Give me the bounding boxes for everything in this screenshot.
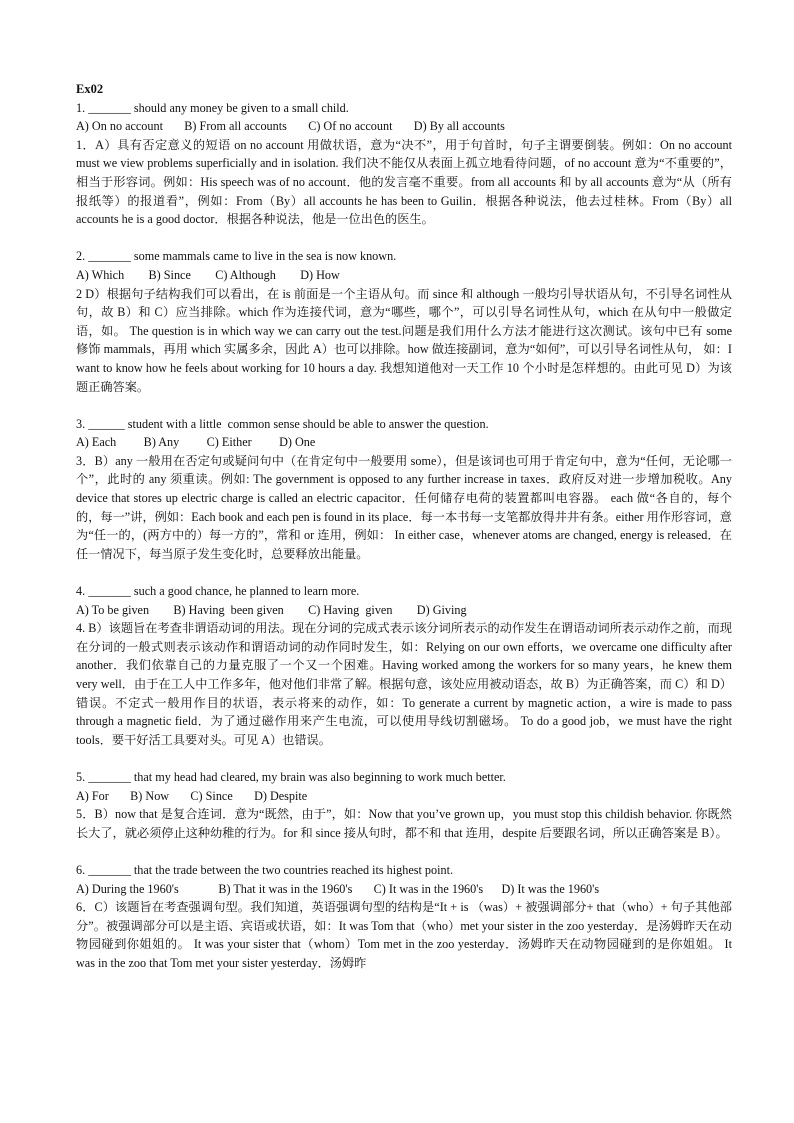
question-block-6	[76, 861, 732, 973]
question-block-5	[76, 768, 732, 842]
answer-explanation: 3．B）any 一般用在否定句或疑问句中（在肯定句中一般要用 some），但是该词也可用于肯定句中，意为“任何，无论哪一个”，此时的 any 须重读。例如: The government is opposed to any further increase in taxes．政府反对进一步增加税收。Any device that stores up electric charge is called an electric capacitor．任何储存电荷的装置都叫电容器。 each 做“各自的，每个的，每一”讲，例如：Each book and each pen is found in its place．每一本书每一支笔都放得井井有条。either 用作形容词，意为“任一的，(两方中的）每一方的”，常和 or 连用，例如： In either case，whenever atoms are changed, energy is released．在任一情况下，每当原子发生变化时，总要释放出能量。	[76, 453, 732, 561]
answer-options: A) Each B) Any C) Either D) One	[76, 435, 316, 450]
question-block-3	[76, 415, 732, 564]
answer-options: A) For B) Now C) Since D) Despite	[76, 788, 308, 803]
answer-options: A) During the 1960's B) That it was in the 1960's C) It was in the 1960's D) It was the 1960's	[76, 881, 600, 896]
answer-options: A) Which B) Since C) Although D) How	[76, 267, 340, 282]
document-page	[76, 80, 732, 973]
answer-explanation: 4. B）该题旨在考查非谓语动词的用法。现在分词的完成式表示该分词所表示的动作发生在谓语动词所表示动作之前，而现在分词的一般式则表示该动作和谓语动词的动作同时发生，如：Relying on our own efforts，we overcame one difficulty after another．我们依靠自己的力量克服了一个又一个困难。Having worked among the workers for so many years，he knew them very well．由于在工人中工作多年，他对他们非常了解。根据句意，该处应用被动语态，故 B）为正确答案，而 C）和 D）错误。不定式一般用作目的状语，表示将来的动作，如：To generate a current by magnetic action，a wire is made to pass through a magnetic field．为了通过磁作用来产生电流，可以使用导线切割磁场。 To do a good job，we must have the right tools．要干好活工具要对头。可见 A）也错误。	[76, 621, 732, 747]
answer-explanation: 1．A）具有否定意义的短语 on no account 用做状语，意为“决不”，用于句首时，句子主谓要倒装。例如：On no account must we view problems superficially and in isolation. 我们决不能仅从表面上孤立地看待问题，of no account 意为“不重要的”，相当于形容词。例如：His speech was of no account．他的发言毫不重要。from all accounts 和 by all accounts 意为“从（所有报纸等）的报道看”，例如：From（By）all accounts he has been to Guilin．根据各种说法，他去过桂林。From（By）all accounts he is a good doctor．根据各种说法，他是一位出色的医生。	[76, 137, 732, 227]
question-stem: 4. _______ such a good chance, he planned to learn more.	[76, 584, 360, 599]
answer-explanation: 6．C）该题旨在考查强调句型。我们知道，英语强调句型的结构是“It + is （was）+ 被强调部分+ that（who）+ 句子其他部分”。被强调部分可以是主语、宾语或状语，如：It was Tom that（who）met your sister in the zoo yesterday．是汤姆昨天在动物园碰到你姐姐的。 It was your sister that（whom）Tom met in the zoo yesterday．汤姆昨天在动物园碰到的是你姐姐。 It was in the zoo that Tom met your sister yesterday．汤姆昨	[76, 900, 732, 970]
exercise-title: Ex02	[76, 82, 104, 96]
question-stem: 1. _______ should any money be given to a small child.	[76, 100, 349, 115]
question-block-4	[76, 582, 732, 749]
answer-options: A) On no account B) From all accounts C) Of no account D) By all accounts	[76, 119, 505, 134]
answer-explanation: 5．B）now that 是复合连词．意为“既然，由于”，如：Now that you’ve grown up，you must stop this childish behavior. 你既然长大了，就必须停止这种幼稚的行为。for 和 since 接从句时，都不和 that 连用，despite 后要跟名词，所以正确答案是 B）。	[76, 807, 732, 840]
answer-explanation: 2 D）根据句子结构我们可以看出，在 is 前面是一个主语从句。而 since 和 although 一般均引导状语从句，不引导名词性从句，故 B）和 C）应当排除。which 作为连接代词，意为“哪些，哪个”，可以引导名词性从句，which 在从句中一般做定语，如。 The question is in which way we can carry out the test.问题是我们用什么方法才能进行这次测试。该句中已有 some 修饰 mammals，再用 which 实属多余，因此 A）也可以排除。how 做连接副词，意为“如何”，可以引导名词性从句， 如：I want to know how he feels about working for 10 hours a day. 我想知道他对一天工作 10 个小时是怎样想的。由此可见 D）为该题正确答案。	[76, 286, 732, 394]
question-stem: 3. ______ student with a little common sense should be able to answer the question.	[76, 416, 489, 431]
question-stem: 5. _______ that my head had cleared, my brain was also beginning to work much better.	[76, 769, 506, 784]
question-block-1	[76, 99, 732, 229]
answer-options: A) To be given B) Having been given C) Having given D) Giving	[76, 602, 467, 617]
question-stem: 6. _______ that the trade between the two countries reached its highest point.	[76, 862, 454, 877]
question-stem: 2. _______ some mammals came to live in the sea is now known.	[76, 249, 397, 264]
question-block-2	[76, 247, 732, 396]
